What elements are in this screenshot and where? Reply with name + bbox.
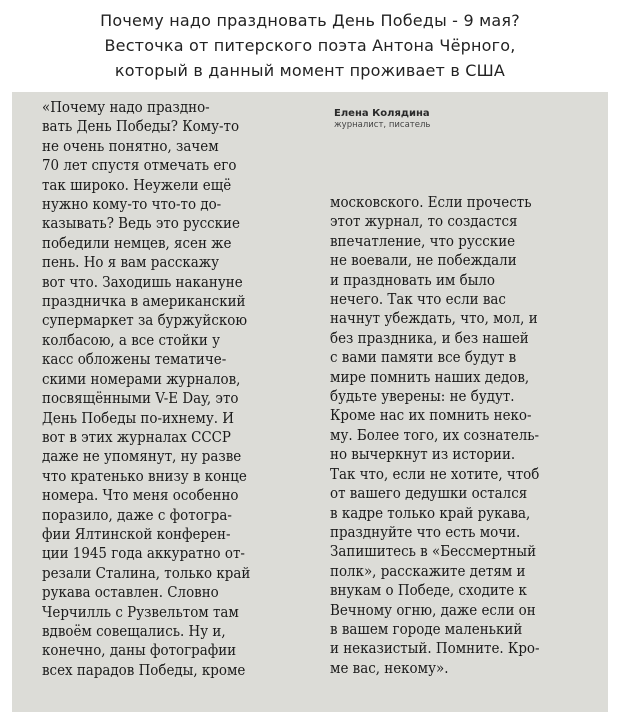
right-column-line: Так что, если не хотите, чтоб [330, 465, 540, 483]
left-column-line: фии Ялтинской конферен- [42, 525, 231, 543]
right-column-line: Запишитесь в «Бессмертный [330, 543, 537, 561]
left-column-line: казывать? Ведь это русские [42, 215, 240, 233]
left-column-line: касс обложены тематиче- [42, 351, 227, 369]
left-column-line: победили немцев, ясен же [42, 234, 232, 252]
left-column-line: ции 1945 года аккуратно от- [42, 545, 245, 563]
article-right-column [330, 193, 540, 678]
caption-line-1: Почему надо праздновать День Победы - 9 мая? [100, 11, 520, 30]
image-caption [0, 8, 620, 83]
left-column-line: праздничка в американский [42, 293, 246, 311]
right-column-line: но вычеркнут из истории. [330, 446, 516, 464]
right-column-line: будьте уверены: не будут. [330, 388, 515, 406]
left-column-line: так широко. Неужели ещё [42, 176, 232, 194]
left-column-line: резали Сталина, только край [42, 564, 251, 582]
left-column-line: конечно, даны фотографии [42, 642, 237, 660]
left-column-line: вот в этих журналах СССР [42, 428, 231, 446]
left-column-line: вдвоём совещались. Ну и, [42, 622, 226, 640]
author-name: Елена Колядина [334, 108, 430, 119]
left-column-line: 70 лет спустя отмечать его [42, 157, 237, 175]
left-column-line: пень. Но я вам расскажу [42, 254, 220, 272]
right-column-line: и неказистый. Помните. Кро- [330, 640, 540, 658]
right-column-line: Кроме нас их помнить неко- [330, 407, 532, 425]
left-column-line: нужно кому-то что-то до- [42, 196, 222, 214]
right-column-line: и праздновать им было [330, 271, 495, 289]
left-column-line: рукава оставлен. Словно [42, 584, 219, 602]
right-column-line: в кадре только край рукава, [330, 504, 531, 522]
author-byline [334, 108, 430, 131]
right-column-line: не воевали, не побеждали [330, 252, 517, 270]
right-column-line: начнут убеждать, что, мол, и [330, 310, 538, 328]
left-column-line: не очень понятно, зачем [42, 137, 219, 155]
left-column-line: всех парадов Победы, кроме [42, 661, 246, 679]
right-column-line: Вечному огню, даже если он [330, 601, 536, 619]
right-column-line: московского. Если прочесть [330, 194, 532, 211]
right-column-line: в вашем городе маленький [330, 620, 523, 638]
article-left-column [42, 98, 250, 680]
right-column-line: ме вас, некому». [330, 659, 449, 677]
left-column-line: колбасою, а все стойки у [42, 331, 220, 349]
caption-line-3: который в данный момент проживает в США [114, 61, 506, 80]
newspaper-clipping [12, 92, 608, 712]
author-role: журналист, писатель [334, 120, 431, 130]
left-column-line: вать День Победы? Кому-то [42, 118, 240, 136]
left-column-line: День Победы по-ихнему. И [42, 409, 235, 427]
caption-line-2: Весточка от питерского поэта Антона Чёрного, [104, 36, 516, 55]
right-column-line: му. Более того, их сознатель- [330, 426, 540, 444]
left-column-line: скими номерами журналов, [42, 370, 241, 388]
right-column-line: с вами памяти все будут в [330, 349, 517, 367]
right-column-line: этот журнал, то создастся [330, 213, 518, 231]
right-column-line: празднуйте что есть мочи. [330, 523, 521, 541]
right-column-line: мире помнить наших дедов, [330, 368, 530, 386]
bleed-through-text [522, 102, 602, 182]
left-column-line: супермаркет за буржуйскою [42, 312, 248, 330]
right-column-line: нечего. Так что если вас [330, 291, 506, 309]
right-column-line: без праздника, и без нашей [330, 329, 529, 347]
left-column-line: поразило, даже с фотогра- [42, 506, 232, 524]
right-column-line: внукам о Победе, сходите к [330, 582, 527, 600]
right-column-line: впечатление, что русские [330, 232, 516, 250]
left-column-line: даже не упомянут, ну разве [42, 448, 242, 466]
left-column-line: «Почему надо праздно- [42, 99, 210, 116]
left-column-line: Черчилль с Рузвельтом там [42, 603, 239, 621]
left-column-line: вот что. Заходишь накануне [42, 273, 243, 291]
right-column-line: от вашего дедушки остался [330, 485, 528, 503]
left-column-line: номера. Что меня особенно [42, 487, 239, 505]
left-column-line: посвящёнными V-E Day, это [42, 390, 239, 408]
right-column-line: полк», расскажите детям и [330, 562, 526, 580]
left-column-line: что кратенько внизу в конце [42, 467, 247, 485]
